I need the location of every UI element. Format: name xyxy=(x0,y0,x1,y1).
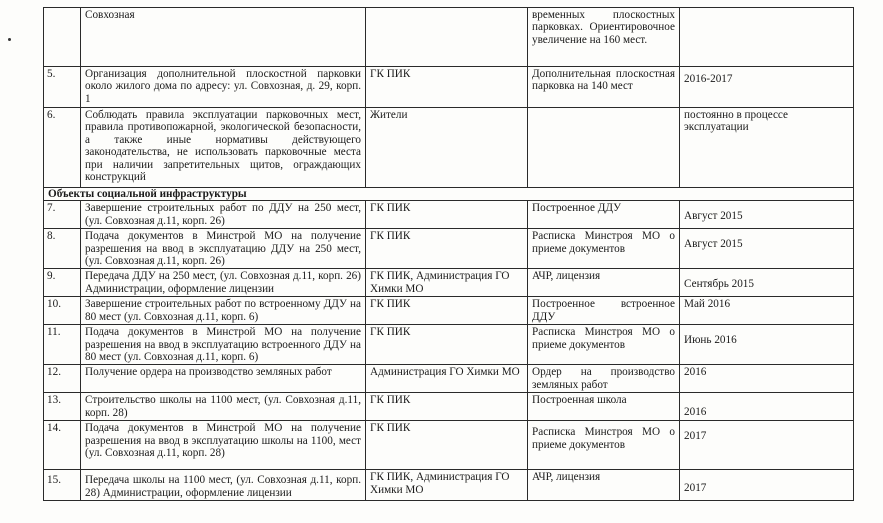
table-row xyxy=(44,365,854,393)
result-cell: Построенное ДДУ xyxy=(528,201,680,229)
task-cell: Получение ордера на производство земляных работ xyxy=(81,365,366,393)
task-text: Передача школы на 1100 мест, (ул. Совхозная д.11, корп. 28) Администрации, оформление лицензии xyxy=(85,474,361,499)
deadline-cell xyxy=(680,229,854,269)
executor-cell: ГК ПИК, Администрация ГО Химки МО xyxy=(366,470,528,501)
executor-cell: ГК ПИК xyxy=(366,201,528,229)
row-number: 14. xyxy=(44,421,81,470)
executor-cell xyxy=(366,8,528,67)
scan-speck xyxy=(8,38,11,41)
deadline-text: Сентябрь 2015 xyxy=(684,278,754,291)
executor-cell: Администрация ГО Химки МО xyxy=(366,365,528,393)
row-number-text: 15. xyxy=(47,474,61,487)
table-row xyxy=(44,201,854,229)
plan-table xyxy=(43,7,854,501)
result-cell xyxy=(528,421,680,470)
table-row xyxy=(44,269,854,297)
table-row xyxy=(44,8,854,67)
table-row xyxy=(44,393,854,421)
row-number: 10. xyxy=(44,297,81,325)
task-cell xyxy=(81,470,366,501)
row-number: 11. xyxy=(44,325,81,365)
deadline-cell xyxy=(680,269,854,297)
result-cell: АЧР, лицензия xyxy=(528,269,680,297)
deadline-cell: Май 2016 xyxy=(680,297,854,325)
result-text: Расписка Минстроя МО о приеме документов xyxy=(532,426,675,451)
result-cell: временных плоскостных парковках. Ориентировочное увеличение на 160 мест. xyxy=(528,8,680,67)
table-row xyxy=(44,229,854,269)
task-cell: Завершение строительных работ по ДДУ на 250 мест, (ул. Совхозная д.11, корп. 26) xyxy=(81,201,366,229)
row-number xyxy=(44,8,81,67)
executor-cell: ГК ПИК, Администрация ГО Химки МО xyxy=(366,269,528,297)
executor-cell: ГК ПИК xyxy=(366,325,528,365)
result-cell: Расписка Минстроя МО о приеме документов xyxy=(528,325,680,365)
section-title: Объекты социальной инфраструктуры xyxy=(44,188,854,201)
row-number: 5. xyxy=(44,67,81,108)
result-cell: Дополнительная плоскостная парковка на 140 мест xyxy=(528,67,680,108)
deadline-cell xyxy=(680,325,854,365)
row-number: 8. xyxy=(44,229,81,269)
row-number: 9. xyxy=(44,269,81,297)
row-number: 6. xyxy=(44,108,81,188)
result-cell: Построенная школа xyxy=(528,393,680,421)
deadline-text: Июнь 2016 xyxy=(684,334,737,347)
result-cell: Построенное встроенное ДДУ xyxy=(528,297,680,325)
executor-cell: ГК ПИК xyxy=(366,297,528,325)
table-row xyxy=(44,67,854,108)
task-cell: Подача документов в Минстрой МО на получение разрешения на ввод в эксплуатацию школы на 1100, мест (ул. Совхозная д.11, корп. 28) xyxy=(81,421,366,470)
section-row xyxy=(44,188,854,201)
task-cell: Соблюдать правила эксплуатации парковочных мест, правила противопожарной, экологической безопасности, а также иные нормативы действующего законодательства, не использовать парковочные места при наличии запретительных щитов, ограждающих конструкций xyxy=(81,108,366,188)
deadline-text: Август 2015 xyxy=(684,238,743,251)
result-cell: Расписка Минстроя МО о приеме документов xyxy=(528,229,680,269)
executor-cell: ГК ПИК xyxy=(366,229,528,269)
row-number: 13. xyxy=(44,393,81,421)
table-row xyxy=(44,108,854,188)
task-cell: Организация дополнительной плоскостной парковки около жилого дома по адресу: ул. Совхозная, д. 29, корп. 1 xyxy=(81,67,366,108)
row-number: 12. xyxy=(44,365,81,393)
row-number: 7. xyxy=(44,201,81,229)
deadline-cell: 2016 xyxy=(680,365,854,393)
executor-cell: ГК ПИК xyxy=(366,421,528,470)
deadline-cell xyxy=(680,8,854,67)
result-cell: АЧР, лицензия xyxy=(528,470,680,501)
executor-cell: Жители xyxy=(366,108,528,188)
deadline-cell xyxy=(680,470,854,501)
deadline-cell xyxy=(680,393,854,421)
deadline-cell xyxy=(680,421,854,470)
deadline-text: 2017 xyxy=(684,430,707,443)
executor-cell: ГК ПИК xyxy=(366,393,528,421)
task-cell: Завершение строительных работ по встроенному ДДУ на 80 мест (ул. Совхозная д.11, корп. 6) xyxy=(81,297,366,325)
deadline-text: 2016-2017 xyxy=(684,73,733,85)
deadline-cell xyxy=(680,201,854,229)
deadline-text: Август 2015 xyxy=(684,210,743,223)
task-cell: Передача ДДУ на 250 мест, (ул. Совхозная д.11, корп. 26) Администрации, оформление лицензии xyxy=(81,269,366,297)
deadline-cell xyxy=(680,67,854,108)
result-cell xyxy=(528,108,680,188)
table-row xyxy=(44,325,854,365)
task-cell: Подача документов в Минстрой МО на получение разрешения на ввод в эксплуатацию встроенного ДДУ на 80 мест (ул. Совхозная д.11, корп. 6) xyxy=(81,325,366,365)
task-cell: Подача документов в Минстрой МО на получение разрешения на ввод в эксплуатацию ДДУ на 250 мест, (ул. Совхозная д.11, корп. 26) xyxy=(81,229,366,269)
deadline-text: 2016 xyxy=(684,406,707,419)
deadline-text: 2017 xyxy=(684,482,707,495)
table-row xyxy=(44,297,854,325)
result-cell: Ордер на производство земляных работ xyxy=(528,365,680,393)
task-cell: Строительство школы на 1100 мест, (ул. Совхозная д.11, корп. 28) xyxy=(81,393,366,421)
table-row xyxy=(44,421,854,470)
deadline-cell: постоянно в процессе эксплуатации xyxy=(680,108,854,188)
executor-cell: ГК ПИК xyxy=(366,67,528,108)
row-number xyxy=(44,470,81,501)
task-cell: Совхозная xyxy=(81,8,366,67)
table-row xyxy=(44,470,854,501)
